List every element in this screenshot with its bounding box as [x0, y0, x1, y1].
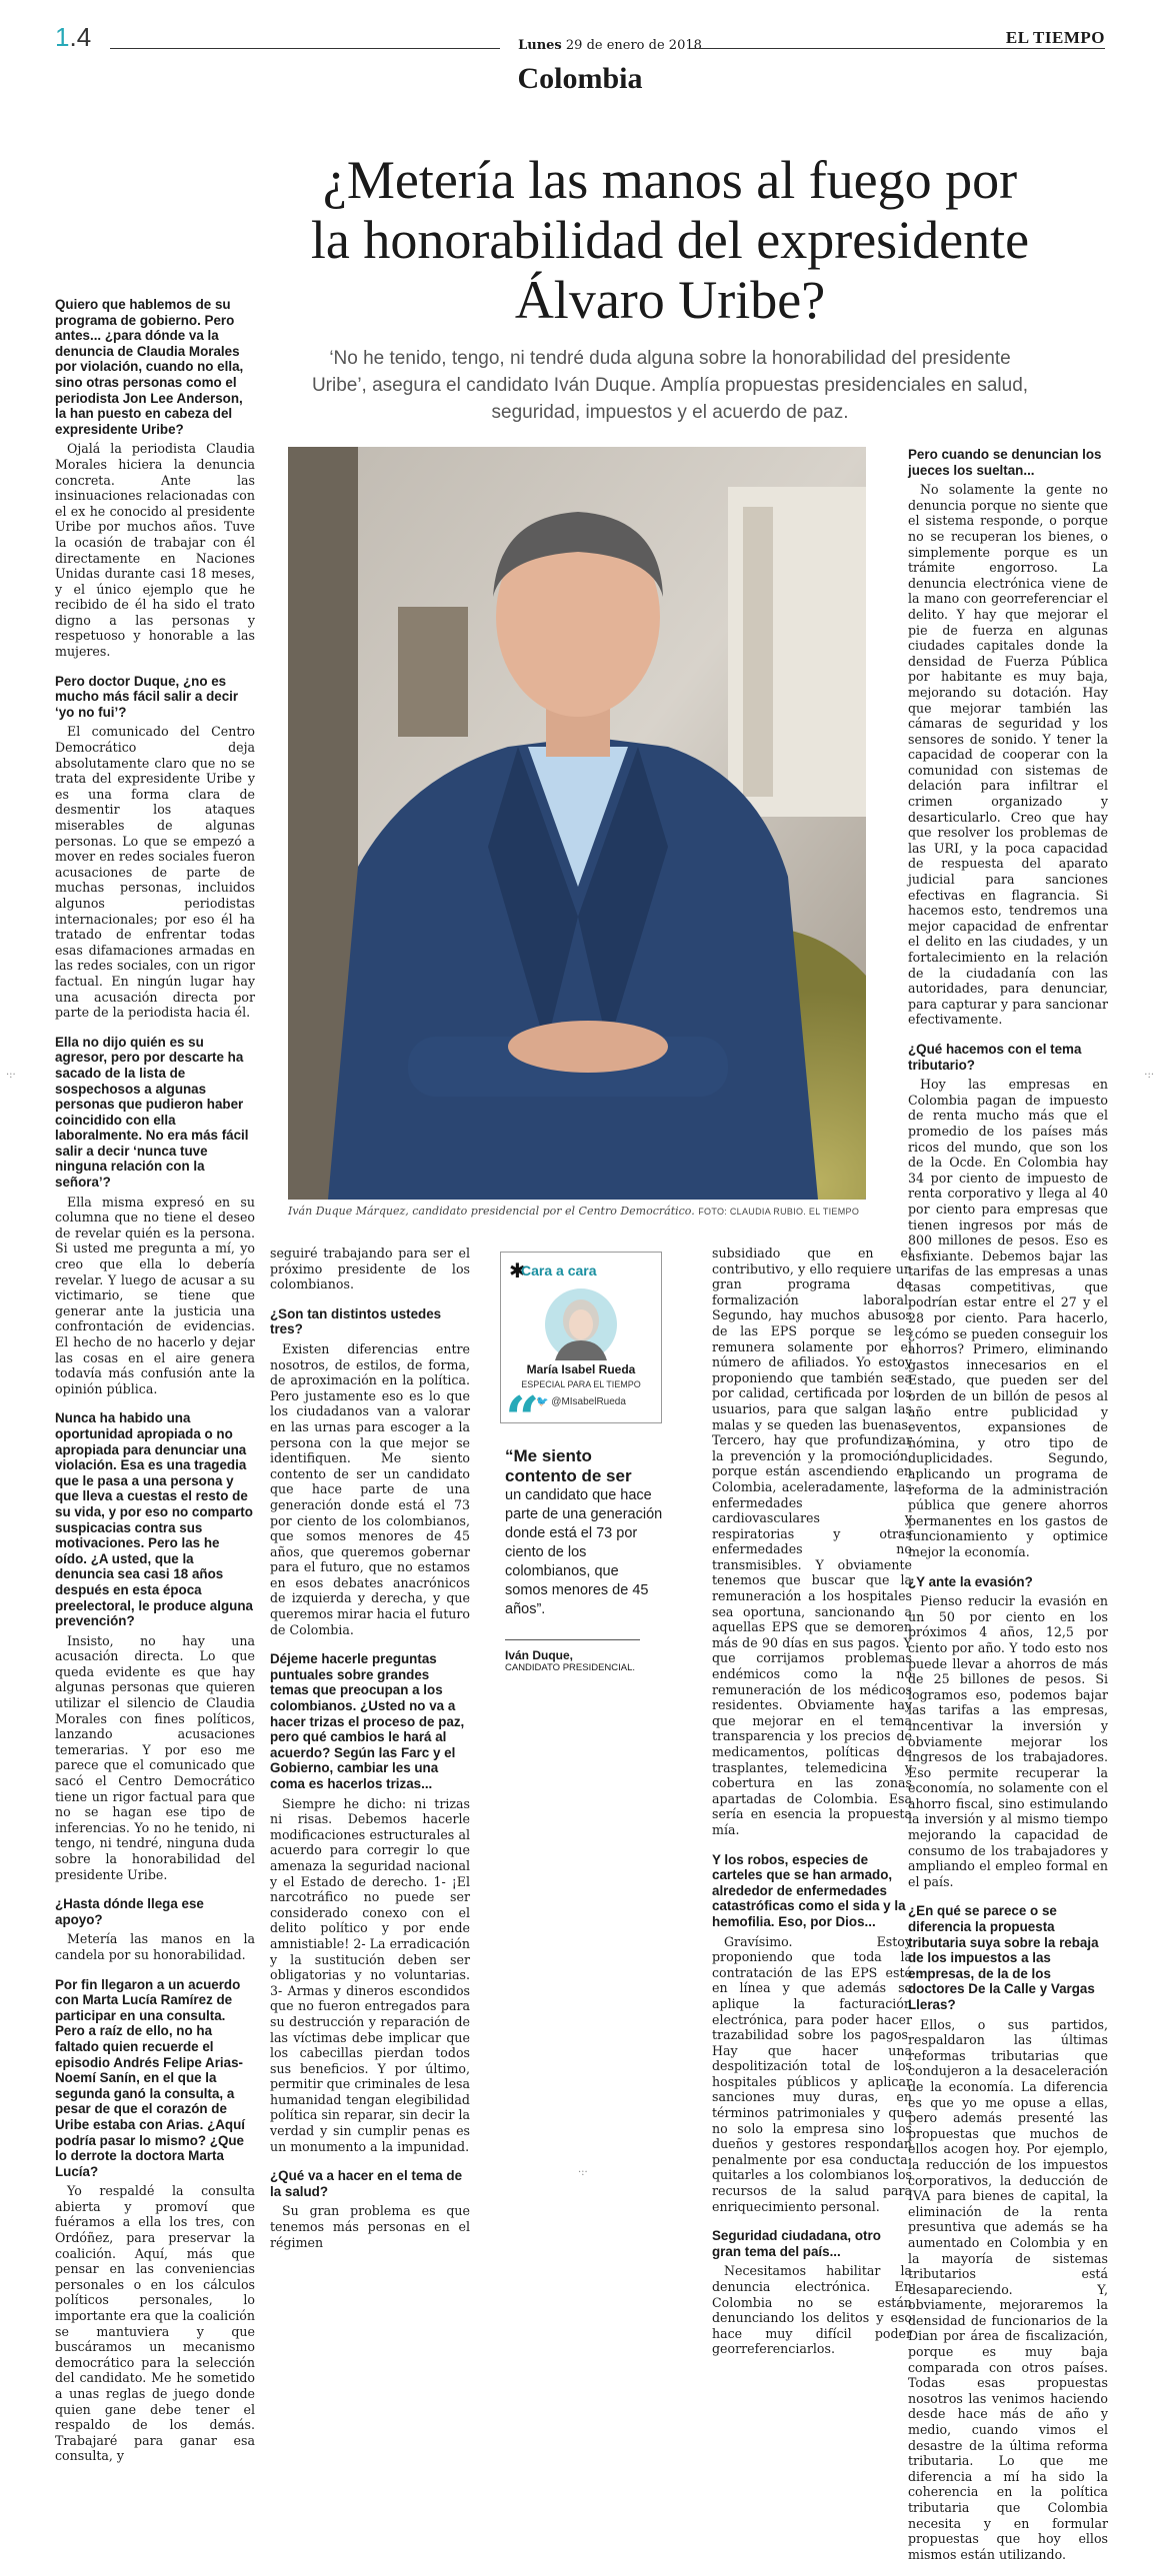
interview-answer: Insisto, no hay una acusación directa. Lo que queda evidente es que hay algunas personas que quieren utilizar el silencio de Claudia Morales con fines políticos, lanzando acusaciones temerarias. Y por eso me parece que el comunicado que sacó el Centro Democrático tiene un rigor factual para que no se hagan ese tipo de inferencias. Yo no he tenido, ni tengo, ni tendré, ninguna duda sobre la honorabilidad del presidente Uribe. [55, 1632, 255, 1882]
header-rule-right [690, 48, 1105, 49]
interview-answer: Metería las manos en la candela por su honorabilidad. [55, 1931, 255, 1962]
portrait-illustration [288, 447, 866, 1200]
registration-mark-bottom: ·:· [578, 2167, 588, 2178]
interview-question: Déjeme hacerle preguntas puntuales sobre grandes temas que preocupan a los colombianos. ¿Usted no va a hacer trizas el proceso de paz, pero qué cambios le hará al acuerdo? Según las Farc y el Gobierno, cambiar les una coma es hacerlos trizas... [270, 1651, 465, 1791]
deck: ‘No he tenido, tengo, ni tendré duda alguna sobre la honorabilidad del presidente Uribe’, asegura el candidato Iván Duque. Amplía propuestas presidenciales en salud, seguridad, impuestos y el acuerdo de paz. [311, 348, 1029, 423]
pull-quote-author: Iván Duque, [505, 1648, 574, 1662]
column-3 [712, 1246, 912, 2371]
column-2 [270, 1246, 470, 2264]
author-name: María Isabel Rueda [526, 1362, 636, 1376]
asterisk-icon: ✱ [509, 1261, 526, 1283]
page-header [55, 18, 1105, 58]
twitter-bird-icon: 🐦 [536, 1396, 549, 1407]
header-rule-left [110, 48, 500, 49]
page-number: 1.4 [55, 22, 92, 52]
issue-date: Lunes 29 de enero de 2018 [518, 38, 702, 53]
lead-photo [288, 447, 866, 1200]
interview-answer: subsidiado que en el contributivo, y ello requiere un gran programa de formalización laboral. Segundo, hay muchos abusos de las EPS porque se les remunera solamente por el número de afiliados. Yo estoy proponiendo que también sea por calidad, certificada por los usuarios, para que salgan las malas y se queden las buenas. Tercero, hay que profundizar la prevención y la promoción, porque están ascendiendo en Colombia, aceleradamente, las enfermedades cardiovasculares y respiratorias y otras enfermedades no transmisibles. Y obviamente tenemos que buscar que la remuneración a los hospitales sea oportuna, sancionando a aquellas EPS que se demoren más de 90 días en sus pagos. Y que corrijamos problemas endémicos como la no remuneración de los médicos residentes. Obviamente hay que mejorar en el tema transparencia y los precios de medicamentos, políticas de trasplantes, telemedicina y cobertura en las zonas apartadas de Colombia. Esa sería en esencia la propuesta mía. [712, 1246, 912, 1837]
interview-answer: El comunicado del Centro Democrático deja absolutamente claro que no se trata del expresidente Uribe y es una forma clara de desmentir los ataques miserables de algunas personas. Lo que se empezó a mover en redes sociales fueron acusaciones de parte de muchas personas, incluidos algunos periodistas internacionales; por eso él ha tratado de enfrentar todas esas difamaciones armadas en las redes sociales, con un rigor factual. En ningún lugar hay una acusación directa por parte de la periodista hacia él. [55, 724, 255, 1021]
quote-mark-icon: “ [505, 1384, 540, 1454]
pull-quote-lead: “Me siento contento de ser [505, 1446, 632, 1485]
interview-question: ¿Y ante la evasión? [908, 1573, 1033, 1589]
interview-question: Nunca ha habido una oportunidad apropiada o no apropiada para denunciar una violación. Esa es una tragedia que le pasa a una persona y que lleva a cuestas el resto de su vida, y por eso no comparto suspicacias contra sus motivaciones. Pero las he oído. ¿A usted, que la denuncia sea casi 18 años después en esta época preelectoral, le produce alguna prevención? [55, 1410, 253, 1629]
interview-answer: Gravísimo. Estoy proponiendo que toda la contratación de las EPS esté en línea y que además se aplique la facturación electrónica, para poder hacer trazabilidad sobre los pagos. Hay que hacer una despolitización total de los hospitales públicos y aplicar sanciones muy duras, en términos patrimoniales y que no solo la empresa sino los dueños y gestores respondan penalmente por esa conducta: quitarles a los colombianos los recursos de la salud para enriquecimiento personal. [712, 1933, 912, 2214]
pull-quote-divider [505, 1639, 640, 1640]
pull-quote-body: un candidato que hace parte de una generación donde está el 73 por ciento de los colombianos, que somos menores de 45 años”. [505, 1487, 663, 1617]
interview-answer: Necesitamos habilitar la denuncia electrónica. En Colombia no se están denunciando los delitos y eso hace muy difícil poder georreferenciarlos. [712, 2263, 912, 2357]
interview-answer: Hoy las empresas en Colombia pagan de impuesto de renta mucho más que el promedio de los países más ricos del mundo, que son los de la Ocde. En Colombia hay 34 por ciento de impuesto de renta corporativo y llega al 40 por ciento para empresas que tienen ingresos por más de 800 millones de pesos. Eso es asfixiante. Debemos bajar las tarifas de las empresas a unas tasas competitivas, que podrían estar entre el 27 y el 28 por ciento. Para hacerlo, ¿cómo se pueden conseguir los ahorros? Primero, eliminando gastos innecesarios en el Estado, que pueden ser del orden de un billón de pesos al año entre publicidad y eventos, expansiones de nómina, y otro tipo de duplicidades. Segundo, aplicando un programa de reforma de la administración pública que genere ahorros permanentes en los gastos de funcionamiento y optimice mejor la economía. [908, 1077, 1108, 1559]
registration-mark-right: ·:· [1144, 1070, 1154, 1081]
photo-caption: Iván Duque Márquez, candidato presidencial por el Centro Democrático. FOTO: CLAUDIA RUBIO. EL TIEMPO [288, 1205, 860, 1218]
interview-answer: Ella misma expresó en su columna que no tiene el deseo de revelar quién es la persona. Si usted me pregunta a mí, yo creo que ella lo debería revelar. Y luego de acusar a su victimario, se tiene que generar ante la justicia una confrontación de evidencias. El hecho de no hacerlo y dejar las cosas en el aire genera todavía más confusión ante la opinión pública. [55, 1194, 255, 1396]
photo-credit: FOTO: CLAUDIA RUBIO. EL TIEMPO [698, 1207, 860, 1217]
interview-answer: Existen diferencias entre nosotros, de estilos, de forma, de aproximación en la política. Pero justamente eso es lo que los ciudadanos van a valorar en las urnas para escoger a la persona con la que mejor se identifiquen. Me siento contento de ser un candidato que hace parte de una generación donde está el 73 por ciento de los colombianos, que somos menores de 45 años, que queremos gobernar para el futuro, que no estamos en esos debates anacrónicos de izquierda y derecha, y que queremos mirar hacia el futuro de Colombia. [270, 1340, 470, 1637]
author-portrait [541, 1285, 621, 1360]
author-box-label: Cara a cara [521, 1263, 597, 1279]
pull-quote-author-role: CANDIDATO PRESIDENCIAL. [505, 1662, 636, 1673]
interview-question: ¿Qué hacemos con el tema tributario? [908, 1041, 1082, 1073]
interview-answer: Ellos, o sus partidos, respaldaron las últimas reformas tributarias que condujeron a la desaceleración de la economía. La diferencia es que yo me opuse a ellas, pero además presenté las propuestas que muchos de ellos acogen hoy. Por ejemplo, la reducción de los impuestos corporativos, la deducción de IVA para bienes de capital, la eliminación de la renta presuntiva que además se ha aumentado en Colombia y en la mayoría de sistemas tributarios está desapareciendo. Y, obviamente, mejoraremos la densidad de funcionarios de la Dian por área de fiscalización, porque es muy baja comparada con otros países. Todas esas propuestas nosotros las venimos haciendo desde hace más de año y medio, cuando vimos el desastre de la última reforma tributaria. Lo que me diferencia a mí ha sido la coherencia en la política tributaria que Colombia necesita y en formular propuestas que hoy ellos mismos están utilizando. [908, 2016, 1108, 2562]
interview-answer: Pienso reducir la evasión en un 50 por ciento en los próximos 4 años, 12,5 por ciento por año. Y todo esto nos puede llevar a ahorros de más de 25 billones de pesos. Si logramos eso, podemos bajar las tarifas a las empresas, incentivar la inversión y obviamente mejorar los ingresos de los trabajadores. Eso permite recuperar la economía, no solamente con el ahorro fiscal, sino estimulando la inversión y al mismo tiempo mejorando la capacidad de consumo de los trabajadores y ampliando el empleo formal en el país. [908, 1593, 1108, 1889]
interview-question: Y los robos, especies de carteles que se han armado, alrededor de enfermedades catastróficas como el sida y la hemofilia. Eso, por Dios... [712, 1851, 906, 1929]
interview-question: ¿Son tan distintos ustedes tres? [270, 1305, 442, 1337]
interview-answer: Siempre he dicho: ni trizas ni risas. Debemos hacerle modificaciones estructurales al acuerdo para corregir lo que amenaza la seguridad nacional y el Estado de derecho. 1- ¡El narcotráfico no puede ser considerado conexo con el delito político y por ende amnistiable! 2- La erradicación y la sustitución deben ser obligatorias y no voluntarias. 3- Armas y dineros escondidos que no fueron entregados para su destrucción y reparación de las víctimas debe implicar que los cabecillas pierdan todos sus beneficios. Y por último, permitir que criminales de lesa humanidad tengan elegibilidad política sin reparar, sin decir la verdad y sin cumplir penas es un monumento a la impunidad. [270, 1795, 470, 2154]
author-twitter: 🐦 @MIsabelRueda [536, 1396, 626, 1407]
column-4 [908, 447, 1108, 2576]
headline: ¿Metería las manos al fuego por la honorabilidad del expresidente Álvaro Uribe? [310, 150, 1030, 330]
registration-mark-left: ·:· [6, 1070, 16, 1081]
interview-answer: Ojalá la periodista Claudia Morales hiciera la denuncia concreta. Ante las insinuaciones relacionadas con el ex he conocido al presidente Uribe por muchos años. Tuve la ocasión de trabajar con él directamente en Naciones Unidas durante casi 18 meses, y el único ejemplo que he recibido de él ha sido el trato digno a las personas y respetuoso y honorable a las mujeres. [55, 441, 255, 660]
interview-answer: Yo respaldé la consulta abierta y promoví que fuéramos a ella los tres, con Ordóñez, para preservar la coalición. Aquí, más que pensar en las conveniencias personales o en los cálculos políticos personales, lo importante era que la coalición se mantuviera y que buscáramos un mecanismo democrático para la selección del candidato. Me he sometido a unas reglas de juego donde quien gane debe tener el respaldo de los demás. Trabajaré para ganar esa consulta, y [55, 2183, 255, 2464]
interview-question: Seguridad ciudadana, otro gran tema del país... [712, 2228, 881, 2259]
interview-question: Pero doctor Duque, ¿no es mucho más fácil salir a decir ‘yo no fui’? [55, 673, 239, 720]
interview-question: ¿Qué va a hacer en el tema de la salud? [270, 2168, 463, 2199]
interview-question: Ella no dijo quién es su agresor, pero por descarte ha sacado de la lista de sospechosos a algunas personas que pudieron haber coincidido con ella laboralmente. No era más fácil salir a decir ‘nunca tuve ninguna relación con la señora’? [55, 1034, 249, 1191]
interview-question: Quiero que hablemos de su programa de gobierno. Pero antes... ¿para dónde va la denuncia de Claudia Morales por violación, cuando no ella, sino otras personas como el periodista Jon Lee Anderson, la han puesto en cabeza del expresidente Uribe? [55, 297, 244, 437]
interview-question: Por fin llegaron a un acuerdo con Marta Lucía Ramírez de participar en una consulta. Pero a raíz de ello, no ha faltado quien recuerde el episodio Andrés Felipe Arias-Noemí Sanín, en el que la segunda ganó la consulta, a pesar de que el corazón de Uribe estaba con Arias. ¿Aquí podría pasar lo mismo? ¿Que lo derrote la doctora Marta Lucía? [55, 1976, 245, 2179]
section-title: Colombia [517, 62, 643, 95]
interview-answer: seguiré trabajando para ser el próximo presidente de los colombianos. [270, 1246, 470, 1292]
interview-question: ¿En qué se parece o se diferencia la propuesta tributaria suya sobre la rebaja de los impuestos a las empresas, de la de los doctores De la Calle y Vargas Lleras? [908, 1903, 1099, 2012]
interview-answer: Su gran problema es que tenemos más personas en el régimen [270, 2203, 470, 2250]
interview-question: Pero cuando se denuncian los jueces los sueltan... [908, 447, 1102, 478]
newspaper-brand: EL TIEMPO [1005, 28, 1105, 47]
author-role: ESPECIAL PARA EL TIEMPO [521, 1379, 641, 1389]
interview-question: ¿Hasta dónde llega ese apoyo? [55, 1896, 204, 1927]
column-1 [55, 297, 255, 2478]
interview-answer: No solamente la gente no denuncia porque no siente que el sistema responde, o porque no se recuperan los bienes, o simplemente porque es un trámite engorroso. La denuncia electrónica viene de la mano con georreferenciar el delito. Y hay que mejorar el pie de fuerza en algunas ciudades capitales donde la densidad de Fuerza Pública por habitante es muy baja, mejorando su dotación. Hay que mejorar también las cámaras de seguridad y los sensores de sonido. Y tener la capacidad de cooperar con la comunidad con sistemas de delación para infiltrar el crimen organizado y desarticularlo. Creo que hay que resolver los problemas de las URI, y la poca capacidad de respuesta del aparato judicial para sanciones efectivas en flagrancia. Si hacemos esto, tendremos una mejor capacidad de enfrentar el delito en las ciudades, y un fortalecimiento en la relación de la ciudadanía con las autoridades, para denunciar, para capturar y para sancionar efectivamente. [908, 482, 1108, 1028]
